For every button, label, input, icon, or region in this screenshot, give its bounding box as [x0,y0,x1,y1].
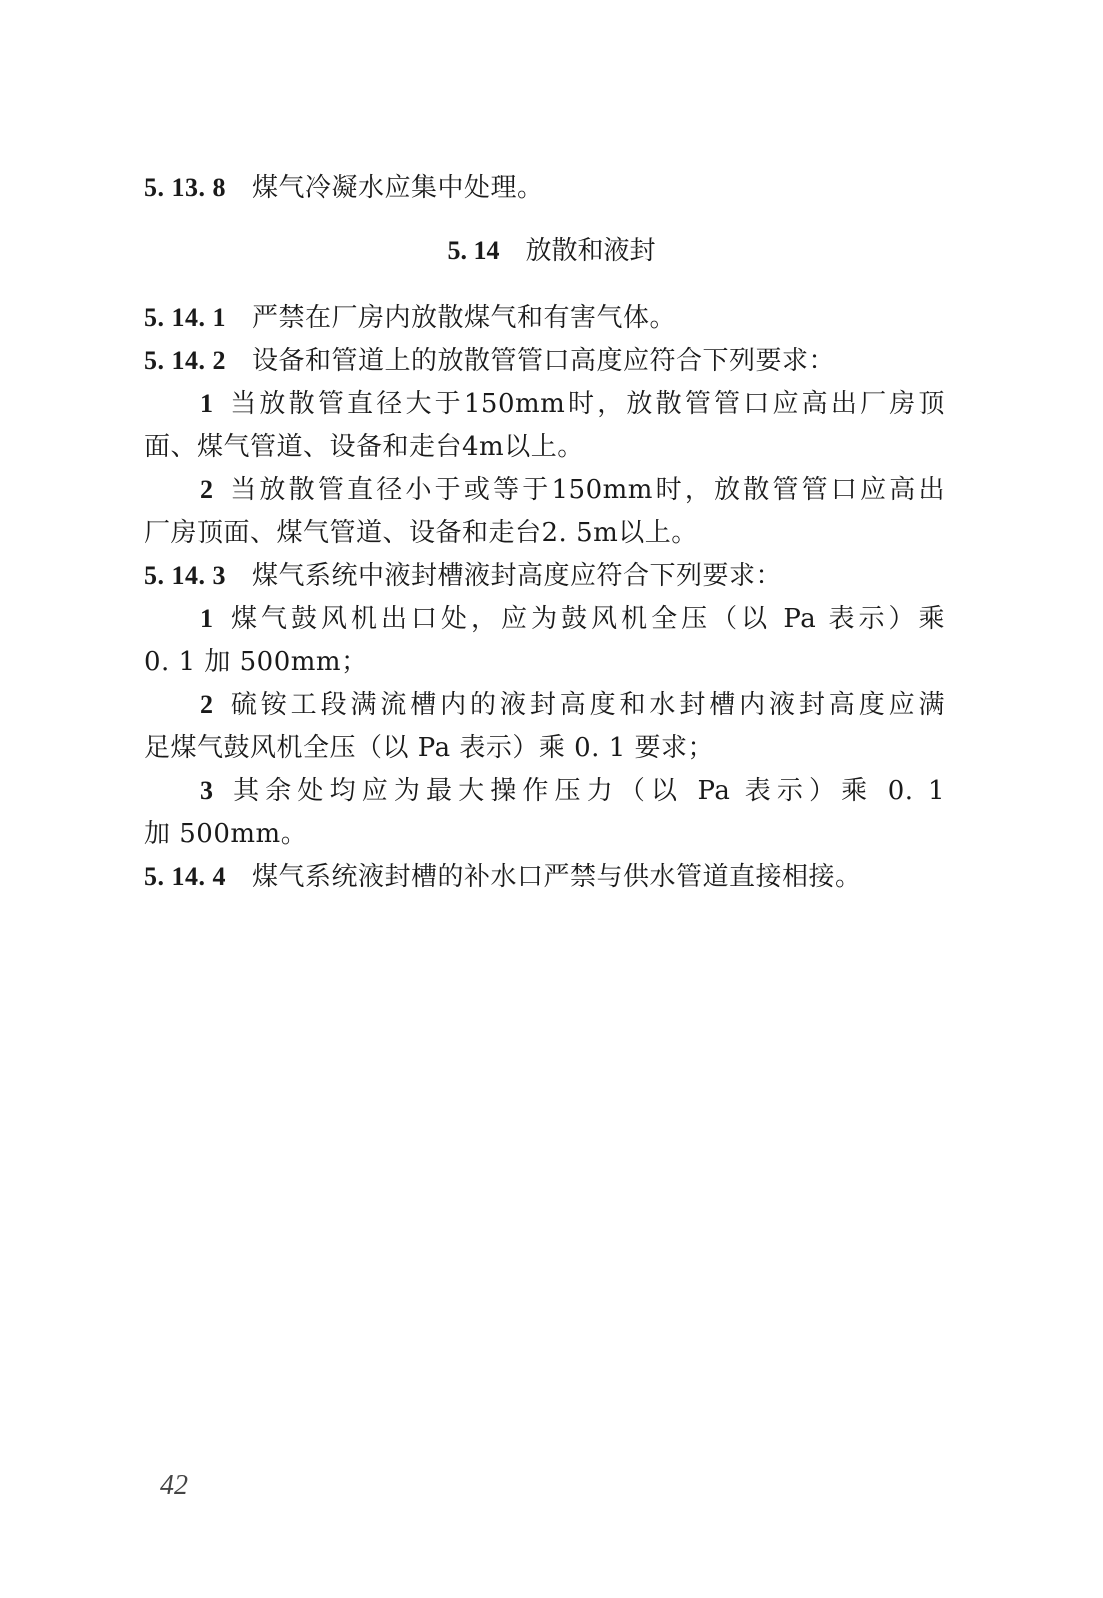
item-text: 面、煤气管道、设备和走台4m以上。 [144,432,584,462]
item-text: 加 500mm。 [144,819,308,849]
clause-5-14-1 [144,301,944,335]
list-item-continuation [144,516,944,550]
item-number: 1 [200,389,214,418]
list-item-continuation [144,645,944,679]
item-text: 当放散管直径小于或等于150mm时，放散管管口应高出 [227,475,945,505]
clause-text: 煤气冷凝水应集中处理。 [252,173,544,203]
item-number: 2 [200,690,214,719]
item-text: 厂房顶面、煤气管道、设备和走台2. 5m以上。 [144,518,698,548]
clause-number: 5. 14. 2 [144,346,226,375]
clause-5-14-3 [144,559,944,593]
clause-text: 严禁在厂房内放散煤气和有害气体。 [252,303,677,333]
list-item [200,473,945,507]
page-number: 42 [160,1470,188,1501]
item-text: 足煤气鼓风机全压（以 Pa 表示）乘 0. 1 要求； [144,733,714,763]
item-number: 2 [200,475,214,504]
clause-text: 煤气系统中液封槽液封高度应符合下列要求： [252,561,783,591]
section-number: 5. 14 [447,236,500,265]
section-title: 放散和液封 [525,236,656,266]
item-number: 1 [200,604,214,633]
clause-number: 5. 14. 4 [144,862,226,891]
item-text: 0. 1 加 500mm； [144,647,368,677]
list-item [200,602,945,636]
clause-number: 5. 14. 1 [144,303,226,332]
list-item [200,688,945,722]
clause-5-13-8 [144,171,944,205]
item-number: 3 [200,776,214,805]
clause-text: 煤气系统液封槽的补水口严禁与供水管道直接相接。 [252,862,862,892]
clause-5-14-2 [144,344,944,378]
list-item-continuation [144,430,944,464]
section-heading [0,234,1103,268]
clause-number: 5. 14. 3 [144,561,226,590]
list-item [200,774,945,808]
item-text: 硫铵工段满流槽内的液封高度和水封槽内液封高度应满 [227,690,945,720]
clause-text: 设备和管道上的放散管管口高度应符合下列要求： [252,346,836,376]
item-text: 当放散管直径大于150mm时，放散管管口应高出厂房顶 [227,389,945,419]
item-text: 煤气鼓风机出口处，应为鼓风机全压（以 Pa 表示）乘 [227,604,945,634]
item-text: 其余处均应为最大操作压力（以 Pa 表示）乘 0. 1 [227,776,945,806]
list-item-continuation [144,817,944,851]
list-item [200,387,945,421]
list-item-continuation [144,731,944,765]
clause-number: 5. 13. 8 [144,173,226,202]
clause-5-14-4 [144,860,944,894]
